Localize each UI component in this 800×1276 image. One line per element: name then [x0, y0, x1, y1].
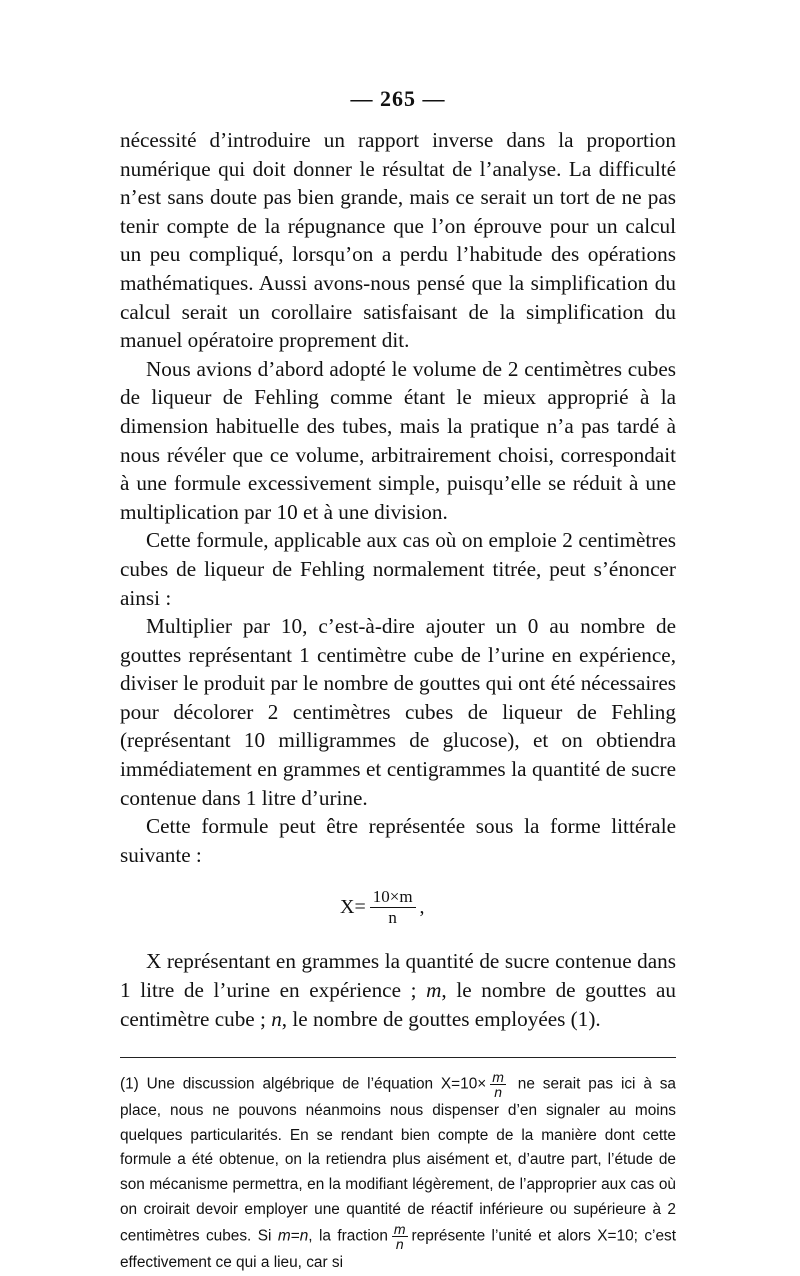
variable-n: n — [271, 1006, 282, 1031]
paragraph-6-part3: , le nombre de gouttes employées (1). — [281, 1006, 601, 1031]
formula-fraction — [370, 887, 416, 928]
footnote-part3: , la fraction — [308, 1227, 388, 1245]
footnote-fraction-2-den: n — [395, 1236, 404, 1253]
footnote-fraction-1-den: n — [494, 1084, 503, 1101]
body-text — [120, 126, 676, 1033]
footnote — [120, 1070, 676, 1276]
footnote-eq-sign: = — [290, 1227, 300, 1245]
formula-lhs: X= — [340, 895, 366, 918]
footnote-fraction-1-num: m — [492, 1069, 504, 1086]
paragraph-6 — [120, 947, 676, 1033]
paragraph-1: nécessité d’introduire un rapport inverse dans la proportion numérique qui doit donner le résultat de l’analyse. La difficulté n’est sans doute pas bien grande, mais ce serait un tort de ne pas tenir compte de la répugnance que l’on éprouve pour un calcul un peu compliqué, lorsqu’on a perdu l’habitude des opérations mathématiques. Aussi avons-nous pensé que la simplification du calcul serait un corollaire satisfaisant de la simplification du manuel opératoire proprement dit. — [120, 128, 676, 353]
footnote-eq-n: n — [299, 1227, 309, 1245]
footnote-divider — [120, 1057, 676, 1058]
footnote-fraction-2-num: m — [393, 1221, 406, 1238]
paragraph-2: Nous avions d’abord adopté le volume de 2 centimètres cubes de liqueur de Fehling comme étant le mieux approprié à la dimension habituelle des tubes, mais la pratique n’a pas tardé à nous révéler que ce volume, arbitrairement choisi, correspondait à une formule excessivement simple, puisqu’elle se réduit à une multiplication par 10 et à une division. — [120, 356, 676, 524]
document-page — [120, 84, 676, 1276]
footnote-eq-m: m — [277, 1227, 291, 1245]
formula-block — [120, 879, 676, 935]
footnote-part4: représente l’unité et alors X=10; c’est effectivement ce qui a lieu, car si — [120, 1227, 676, 1272]
paragraph-5: Cette formule peut être représentée sous la forme littérale suivante : — [120, 814, 676, 867]
formula-denominator: n — [388, 907, 397, 927]
paragraph-6-part1: X représentant en grammes la quantité de sucre contenue dans 1 litre de l’urine en expérience ; — [120, 949, 676, 1003]
paragraph-3: Cette formule, applicable aux cas où on emploie 2 centimètres cubes de liqueur de Fehling normalement titrée, peut s’énoncer ainsi : — [120, 528, 676, 610]
footnote-part2: ne serait pas ici à sa place, nous ne pouvons néanmoins nous dispenser d’en signaler au moins quelques particularités. En se rendant bien compte de la manière dont cette formule a été obtenue, on la retiendra plus aisément et, d’autre part, l’étude de son mécanisme permettra, en la modifiant légèrement, de l’approprier aux cas où on croirait devoir employer une quantité de réactif inférieure ou supérieure à 2 centimètres cubes. Si — [120, 1075, 676, 1245]
formula-numerator: 10×m — [370, 887, 416, 908]
paragraph-4: Multiplier par 10, c’est-à-dire ajouter un 0 au nombre de gouttes représentant 1 centimètre cube de l’urine en expérience, diviser le produit par le nombre de gouttes qui ont été nécessaires pour décolorer 2 centimètres cubes de liqueur de Fehling (représentant 10 milligrammes de glucose), et on obtiendra immédiatement en grammes et centigrammes la quantité de sucre contenue dans 1 litre d’urine. — [120, 614, 676, 810]
footnote-part1: (1) Une discussion algébrique de l’équation X=10× — [120, 1075, 487, 1093]
footnote-fraction-2 — [392, 1222, 408, 1251]
footnote-fraction-1 — [490, 1070, 506, 1099]
formula-trailing: , — [419, 895, 425, 918]
variable-m: m — [426, 978, 442, 1003]
page-number: — 265 — — [350, 86, 446, 111]
formula — [340, 879, 425, 935]
paragraph-6-part2: , le nombre de gouttes au centimètre cube ; — [120, 978, 676, 1031]
footnote-text — [120, 1070, 676, 1276]
